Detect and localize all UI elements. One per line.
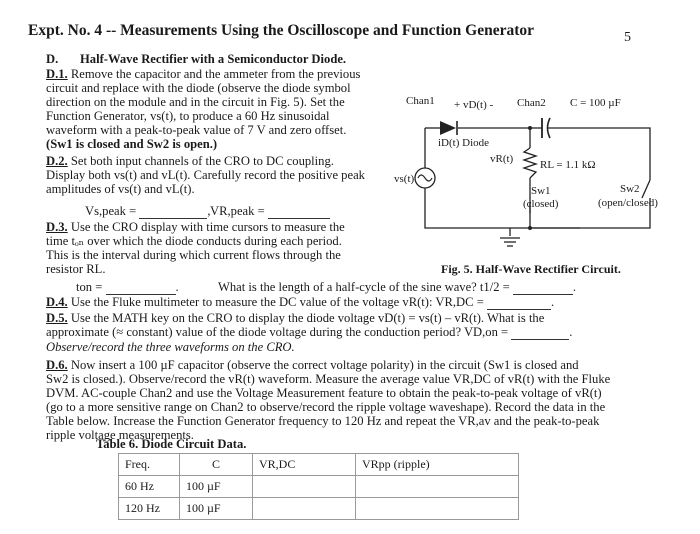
- chan1-label: Chan1: [406, 95, 435, 107]
- d5-block: D.5. Use the MATH key on the CRO to display the diode voltage vD(t) = vs(t) – vR(t). What is the approximate (≈ constant) value of the diode voltage during the conduction period? VD,on = . Observe/record the three waveforms on the CRO.: [46, 311, 606, 354]
- d1-switch-note: (Sw1 is closed and Sw2 is open.): [46, 137, 218, 151]
- sw1-name: Sw1: [531, 185, 551, 197]
- ton-blank[interactable]: [106, 280, 176, 295]
- vd-on-blank[interactable]: [511, 325, 569, 340]
- d1-line: waveform with a peak-to-peak value of 7 V and zero offset.: [46, 123, 347, 137]
- sw2-name: Sw2: [620, 183, 640, 195]
- table-header-row: [119, 454, 519, 476]
- d6-line: ripple voltage measurements.: [46, 428, 194, 442]
- d4-label: D.4.: [46, 295, 68, 309]
- table-header-cell: VR,DC: [253, 454, 356, 476]
- half-wave-rectifier-circuit: [380, 88, 696, 268]
- table-header-cell: C: [180, 454, 253, 476]
- half-cycle-question[interactable]: What is the length of a half-cycle of the sine wave? t1/2 = .: [218, 280, 577, 294]
- d2-block: [46, 154, 386, 196]
- d3-line: resistor RL.: [46, 262, 106, 276]
- diode-symbol: [440, 121, 456, 135]
- d1-line: circuit and replace with the diode (observe the diode symbol: [46, 81, 351, 95]
- table-cell-empty[interactable]: [253, 476, 356, 498]
- diode-data-table: [118, 453, 519, 520]
- table-cell-empty[interactable]: [253, 498, 356, 520]
- vr-peak-field[interactable]: [210, 204, 330, 219]
- d5-line: Observe/record the three waveforms on the CRO.: [46, 340, 295, 354]
- sw2-state: (open/closed): [598, 197, 658, 209]
- d1-line: Remove the capacitor and the ammeter from the previous: [70, 67, 361, 81]
- d4-text: Use the Fluke multimeter to measure the DC value of the voltage vR(t): VR,DC =: [70, 295, 484, 309]
- vr-peak-label: VR,peak =: [210, 204, 265, 218]
- ground-icon: [500, 238, 520, 246]
- d5-line: approximate (≈ constant) value of the diode voltage during the conduction period? VD,on =: [46, 325, 509, 339]
- page-number: 5: [624, 30, 631, 45]
- d2-line: Set both input channels of the CRO to DC coupling.: [70, 154, 334, 168]
- vr-label: vR(t): [490, 153, 514, 165]
- vs-peak-blank[interactable]: [139, 204, 207, 219]
- d6-label: D.6.: [46, 358, 68, 372]
- vd-label: + vD(t) -: [454, 99, 494, 111]
- table-row: [119, 498, 519, 520]
- d1-label: D.1.: [46, 67, 68, 81]
- d1-line: Function Generator, vs(t), to produce a 60 Hz sinusoidal: [46, 109, 330, 123]
- vr-peak-blank[interactable]: [268, 204, 330, 219]
- d1-block: [46, 67, 376, 151]
- d6-line: Table below. Increase the Function Generator frequency to 120 Hz and repeat the VR,av and the peak-to-peak: [46, 414, 600, 428]
- d6-block: [46, 358, 656, 442]
- half-cycle-blank[interactable]: [513, 280, 573, 295]
- table-cell-empty[interactable]: [356, 498, 519, 520]
- vrdc-blank[interactable]: [487, 295, 551, 310]
- d4-block[interactable]: D.4. Use the Fluke multimeter to measure the DC value of the voltage vR(t): VR,DC = .: [46, 295, 555, 309]
- half-cycle-text: What is the length of a half-cycle of the sine wave? t1/2 =: [218, 280, 510, 294]
- resistor-symbol: [524, 148, 536, 178]
- sw2-symbol: [642, 180, 650, 198]
- d6-line: (go to a more sensitive range on Chan2 to observe/record the ripple voltage waveshape). Record the data in the: [46, 400, 606, 414]
- d6-line: Now insert a 100 µF capacitor (observe the correct voltage polarity) in the circuit (Sw1 is closed and: [70, 358, 579, 372]
- diode-label: iD(t) Diode: [438, 137, 490, 149]
- d5-label: D.5.: [46, 311, 68, 325]
- wire: [548, 128, 650, 180]
- ton-label: ton =: [76, 280, 103, 294]
- vs-peak-label: Vs,peak =: [85, 204, 137, 218]
- vs-peak-field[interactable]: Vs,peak = ,: [85, 204, 211, 218]
- d5-line: Use the MATH key on the CRO to display the diode voltage vD(t) = vs(t) – vR(t). What is the: [70, 311, 545, 325]
- table-cell: 100 µF: [180, 498, 253, 520]
- d2-line: amplitudes of vs(t) and vL(t).: [46, 182, 195, 196]
- d2-line: Display both vs(t) and vL(t). Carefully record the positive peak: [46, 168, 365, 182]
- d3-label: D.3.: [46, 220, 68, 234]
- table-cell: 60 Hz: [119, 476, 180, 498]
- node-dot: [528, 226, 532, 230]
- node-dot: [528, 126, 532, 130]
- table-row: [119, 476, 519, 498]
- table-title: Table 6. Diode Circuit Data.: [96, 437, 247, 451]
- capacitor-label: C = 100 µF: [570, 97, 621, 109]
- table-cell: 120 Hz: [119, 498, 180, 520]
- table-cell-empty[interactable]: [356, 476, 519, 498]
- table-cell: 100 µF: [180, 476, 253, 498]
- d3-block: [46, 220, 376, 276]
- resistor-label: RL = 1.1 kΩ: [540, 159, 596, 171]
- d1-line: direction on the module and in the circuit in Fig. 5). Set the: [46, 95, 345, 109]
- d2-label: D.2.: [46, 154, 68, 168]
- figure-caption: Fig. 5. Half-Wave Rectifier Circuit.: [441, 262, 621, 276]
- d6-line: DVM. AC-couple Chan2 and use the Voltage Measurement feature to obtain the peak-to-peak voltage of vR(t): [46, 386, 602, 400]
- ton-field[interactable]: ton = .: [76, 280, 179, 294]
- section-d-title: Half-Wave Rectifier with a Semiconductor Diode.: [80, 52, 347, 66]
- table-header-cell: VRpp (ripple): [356, 454, 519, 476]
- d3-line: Use the CRO display with time cursors to measure the: [70, 220, 345, 234]
- chan2-label: Chan2: [517, 97, 546, 109]
- table-header-cell: Freq.: [119, 454, 180, 476]
- d3-line: This is the interval during which current flows through the: [46, 248, 341, 262]
- section-d-label: D.: [46, 52, 59, 66]
- page-title: Expt. No. 4 -- Measurements Using the Oscilloscope and Function Generator: [28, 22, 535, 39]
- d6-line: Sw2 is closed.). Observe/record the vR(t) waveform. Measure the average value VR,DC of vR(t) with the Fluke: [46, 372, 611, 386]
- sw1-state: (closed): [523, 198, 559, 210]
- source-label: vs(t): [394, 173, 415, 185]
- d3-line: time tₒₙ over which the diode conducts during each period.: [46, 234, 342, 248]
